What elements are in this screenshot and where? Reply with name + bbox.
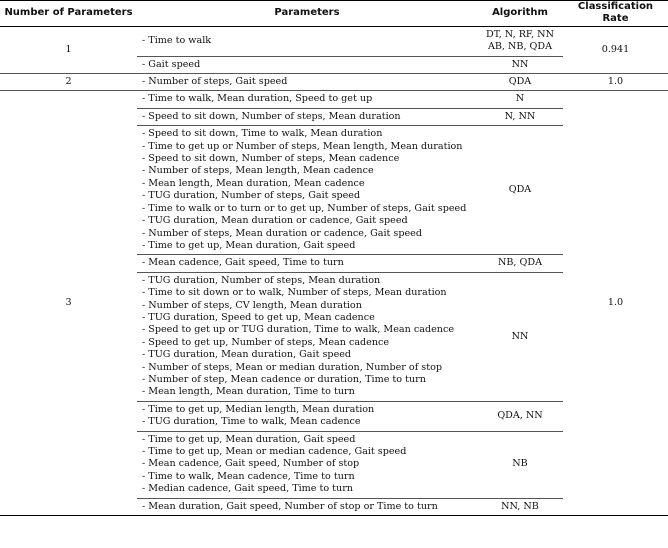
header-classification-rate: Classification Rate [563,1,668,27]
parameter-line: - Time to walk, Mean duration, Speed to get up [142,93,373,105]
parameter-line: - TUG duration, Time to walk, Mean cadence [142,416,361,428]
classification-rate-cell: 1.0 [563,74,668,91]
parameter-line: - Time to walk [142,35,212,47]
parameter-line: - Time to get up, Mean duration, Gait speed [142,239,356,251]
algorithm-line: NN [511,58,529,70]
algorithm-line: NB [512,458,528,470]
algorithm-cell [477,91,563,108]
parameter-line: - Speed to sit down, Time to walk, Mean duration [142,128,383,140]
parameters-cell [137,401,477,431]
parameter-line: - Number of step, Mean cadence or duration, Time to turn [142,373,426,385]
algorithm-line: N, NN [504,110,536,122]
algorithm-line: AB, NB, QDA [487,41,553,53]
header-number-of-parameters: Number of Parameters [0,1,137,27]
parameter-line: - Time to get up or Number of steps, Mean length, Mean duration [142,140,463,152]
header-algorithm: Algorithm [477,1,563,27]
parameter-line: - Speed to sit down, Number of steps, Mean duration [142,110,401,122]
algorithm-cell [477,56,563,73]
parameter-line: - TUG duration, Mean duration or cadence, Gait speed [142,215,408,227]
algorithm-cell [477,74,563,91]
number-of-parameters-cell: 3 [0,91,137,516]
parameters-cell [137,91,477,108]
parameters-cell [137,108,477,125]
algorithm-line: NB, QDA [497,257,543,269]
number-of-parameters-cell: 2 [0,74,137,91]
header-row [0,1,668,27]
parameters-cell [137,56,477,73]
table-row [0,26,668,56]
algorithm-line: QDA, NN [497,409,543,421]
parameter-line: - Number of steps, Gait speed [142,76,288,88]
classification-rate-cell: 1.0 [563,91,668,516]
parameter-line: - Number of steps, Mean duration or cadence, Gait speed [142,227,422,239]
parameter-line: - Mean cadence, Gait speed, Time to turn [142,257,344,269]
parameter-line: - Time to get up, Mean duration, Gait speed [142,433,356,445]
parameter-line: - Gait speed [142,58,201,70]
parameter-line: - Time to walk or to turn or to get up, Number of steps, Gait speed [142,202,467,214]
algorithm-line: N [515,93,525,105]
parameter-line: - Time to get up, Median length, Mean duration [142,403,375,415]
algorithm-cell [477,401,563,431]
parameters-cell [137,498,477,515]
algorithm-cell [477,498,563,515]
algorithm-cell [477,431,563,498]
parameter-line: - Mean cadence, Gait speed, Number of stop [142,458,360,470]
algorithm-line: QDA [508,76,532,88]
parameters-cell [137,26,477,56]
algorithm-cell [477,255,563,272]
parameter-line: - Speed to get up or TUG duration, Time to walk, Mean cadence [142,324,455,336]
algorithm-line: DT, N, RF, NN [486,28,554,40]
algorithm-cell [477,108,563,125]
table-row [0,74,668,91]
classification-rate-cell: 0.941 [563,26,668,73]
parameter-line: - TUG duration, Mean duration, Gait speed [142,349,352,361]
number-of-parameters-cell: 1 [0,26,137,73]
algorithm-cell [477,126,563,255]
algorithm-line: NN, NB [501,500,539,512]
parameter-line: - Mean length, Mean duration, Time to turn [142,386,355,398]
parameters-cell [137,74,477,91]
parameter-line: - Time to walk, Mean cadence, Time to turn [142,470,355,482]
parameter-line: - Mean length, Mean duration, Mean cadence [142,177,365,189]
table-body [0,26,668,515]
algorithm-line: NN [511,330,529,342]
parameter-line: - Number of steps, CV length, Mean duration [142,299,362,311]
parameter-line: - Number of steps, Mean or median duration, Number of stop [142,361,443,373]
parameter-line: - TUG duration, Number of steps, Mean duration [142,274,381,286]
algorithm-cell [477,26,563,56]
parameter-line: - Number of steps, Mean length, Mean cadence [142,165,374,177]
parameter-line: - Median cadence, Gait speed, Time to turn [142,483,353,495]
parameter-line: - Time to sit down or to walk, Number of steps, Mean duration [142,287,447,299]
parameter-line: - Time to get up, Mean or median cadence, Gait speed [142,446,407,457]
header-parameters: Parameters [137,1,477,27]
parameters-cell [137,272,477,401]
parameter-line: - Speed to sit down, Number of steps, Mean cadence [142,153,400,165]
parameter-line: - Mean duration, Gait speed, Number of stop or Time to turn [142,500,438,512]
table-row [0,91,668,108]
parameters-cell [137,255,477,272]
parameters-cell [137,431,477,498]
parameters-cell [137,126,477,255]
parameter-line: - TUG duration, Speed to get up, Mean cadence [142,311,375,323]
algorithm-cell [477,272,563,401]
parameter-line: - TUG duration, Number of steps, Gait speed [142,190,361,202]
parameter-line: - Speed to get up, Number of steps, Mean cadence [142,336,390,348]
algorithm-line: QDA [508,184,532,196]
